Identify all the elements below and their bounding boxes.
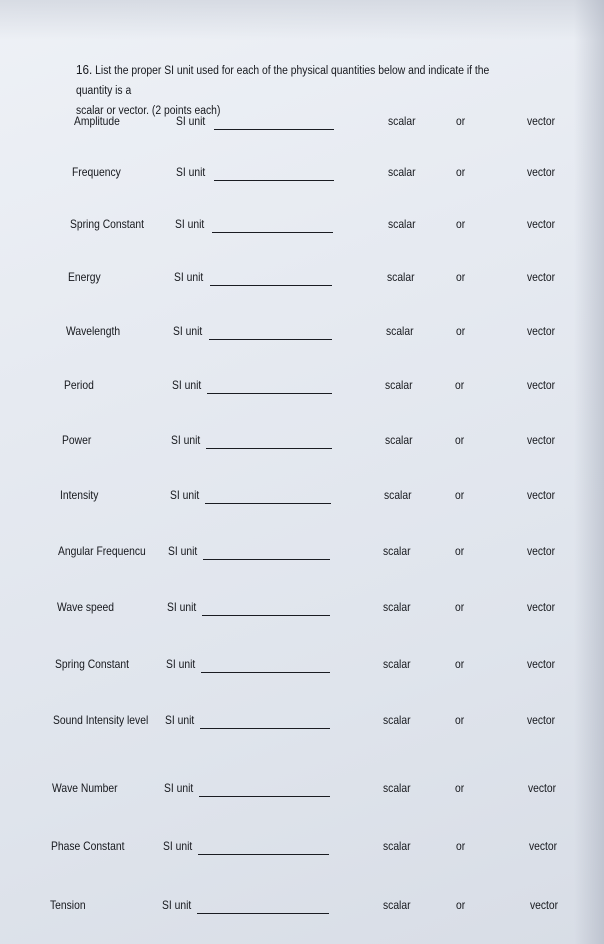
quantity-row (0, 484, 604, 508)
si-unit-answer-blank[interactable] (200, 728, 330, 729)
instructions-line-2: scalar or vector. (2 points each) (76, 105, 221, 117)
vector-option[interactable]: vector (527, 270, 556, 284)
si-unit-label: SI unit (163, 839, 193, 853)
scalar-option[interactable]: scalar (388, 114, 416, 128)
si-unit-label: SI unit (164, 781, 194, 795)
page-shadow-right (574, 0, 604, 944)
si-unit-label: SI unit (176, 114, 206, 128)
quantity-name: Wave speed (57, 600, 114, 614)
si-unit-answer-blank[interactable] (212, 232, 333, 233)
vector-option[interactable]: vector (527, 165, 556, 179)
quantity-name: Power (62, 433, 92, 447)
quantity-row (0, 266, 604, 290)
or-separator: or (455, 378, 465, 392)
scalar-option[interactable]: scalar (383, 713, 411, 727)
si-unit-answer-blank[interactable] (199, 796, 330, 797)
quantity-row (0, 161, 604, 185)
or-separator: or (455, 544, 465, 558)
si-unit-answer-blank[interactable] (197, 913, 329, 914)
quantity-name: Frequency (72, 165, 121, 179)
vector-option[interactable]: vector (527, 600, 556, 614)
vector-option[interactable]: vector (527, 544, 556, 558)
scalar-option[interactable]: scalar (388, 165, 416, 179)
si-unit-label: SI unit (162, 898, 192, 912)
vector-option[interactable]: vector (528, 781, 557, 795)
scalar-option[interactable]: scalar (385, 433, 413, 447)
si-unit-label: SI unit (170, 488, 200, 502)
si-unit-answer-blank[interactable] (207, 393, 332, 394)
quantity-name: Tension (50, 898, 86, 912)
vector-option[interactable]: vector (527, 378, 556, 392)
or-separator: or (456, 839, 466, 853)
si-unit-label: SI unit (165, 713, 195, 727)
si-unit-answer-blank[interactable] (214, 129, 334, 130)
or-separator: or (455, 433, 465, 447)
or-separator: or (455, 657, 465, 671)
quantity-name: Amplitude (74, 114, 120, 128)
quantity-row (0, 540, 604, 564)
quantity-row (0, 709, 604, 733)
vector-option[interactable]: vector (527, 657, 556, 671)
or-separator: or (456, 324, 466, 338)
scalar-option[interactable]: scalar (383, 544, 411, 558)
vector-option[interactable]: vector (527, 488, 556, 502)
or-separator: or (456, 898, 466, 912)
scalar-option[interactable]: scalar (383, 657, 411, 671)
or-separator: or (456, 217, 466, 231)
question-text-line1: List the proper SI unit used for each of the physical quantities below and indicate if the quantity is a (76, 65, 490, 97)
quantity-row (0, 596, 604, 620)
scalar-option[interactable]: scalar (383, 839, 411, 853)
quantity-name: Energy (68, 270, 101, 284)
quantity-name: Spring Constant (70, 217, 145, 231)
si-unit-answer-blank[interactable] (201, 672, 330, 673)
quantity-row (0, 653, 604, 677)
vector-option[interactable]: vector (527, 713, 556, 727)
scalar-option[interactable]: scalar (384, 488, 412, 502)
quantity-row (0, 835, 604, 859)
vector-option[interactable]: vector (527, 114, 556, 128)
quantity-name: Angular Frequencu (58, 544, 146, 558)
quantity-name: Wave Number (52, 781, 118, 795)
quantity-row (0, 110, 604, 134)
scalar-option[interactable]: scalar (383, 781, 411, 795)
quantity-name: Period (64, 378, 94, 392)
instructions-line-1 (76, 60, 526, 101)
scalar-option[interactable]: scalar (383, 600, 411, 614)
scalar-option[interactable]: scalar (386, 324, 414, 338)
si-unit-label: SI unit (174, 270, 204, 284)
quantity-row (0, 320, 604, 344)
quantity-row (0, 777, 604, 801)
si-unit-label: SI unit (168, 544, 198, 558)
quantity-name: Wavelength (66, 324, 121, 338)
vector-option[interactable]: vector (529, 839, 558, 853)
si-unit-label: SI unit (166, 657, 196, 671)
or-separator: or (456, 114, 466, 128)
or-separator: or (455, 781, 465, 795)
vector-option[interactable]: vector (527, 324, 556, 338)
si-unit-label: SI unit (173, 324, 203, 338)
quantity-name: Intensity (60, 488, 99, 502)
si-unit-answer-blank[interactable] (202, 615, 330, 616)
or-separator: or (455, 488, 465, 502)
vector-option[interactable]: vector (530, 898, 559, 912)
vector-option[interactable]: vector (527, 217, 556, 231)
quantity-name: Phase Constant (51, 839, 125, 853)
question-number: 16. (76, 62, 93, 77)
page-shadow-top (0, 0, 604, 40)
si-unit-label: SI unit (171, 433, 201, 447)
scalar-option[interactable]: scalar (388, 217, 416, 231)
scalar-option[interactable]: scalar (383, 898, 411, 912)
quantity-name: Spring Constant (55, 657, 130, 671)
si-unit-answer-blank[interactable] (198, 854, 329, 855)
si-unit-answer-blank[interactable] (214, 180, 334, 181)
or-separator: or (456, 270, 466, 284)
si-unit-answer-blank[interactable] (206, 448, 332, 449)
quantity-row (0, 374, 604, 398)
si-unit-label: SI unit (176, 165, 206, 179)
si-unit-label: SI unit (167, 600, 197, 614)
si-unit-answer-blank[interactable] (205, 503, 331, 504)
si-unit-answer-blank[interactable] (203, 559, 330, 560)
scalar-option[interactable]: scalar (385, 378, 413, 392)
si-unit-label: SI unit (172, 378, 202, 392)
si-unit-answer-blank[interactable] (209, 339, 332, 340)
quantity-row (0, 894, 604, 918)
si-unit-label: SI unit (175, 217, 205, 231)
or-separator: or (455, 600, 465, 614)
quantity-row (0, 429, 604, 453)
si-unit-answer-blank[interactable] (210, 285, 332, 286)
scalar-option[interactable]: scalar (387, 270, 415, 284)
quantity-row (0, 213, 604, 237)
or-separator: or (456, 165, 466, 179)
quantity-name: Sound Intensity level (53, 713, 149, 727)
or-separator: or (455, 713, 465, 727)
vector-option[interactable]: vector (527, 433, 556, 447)
